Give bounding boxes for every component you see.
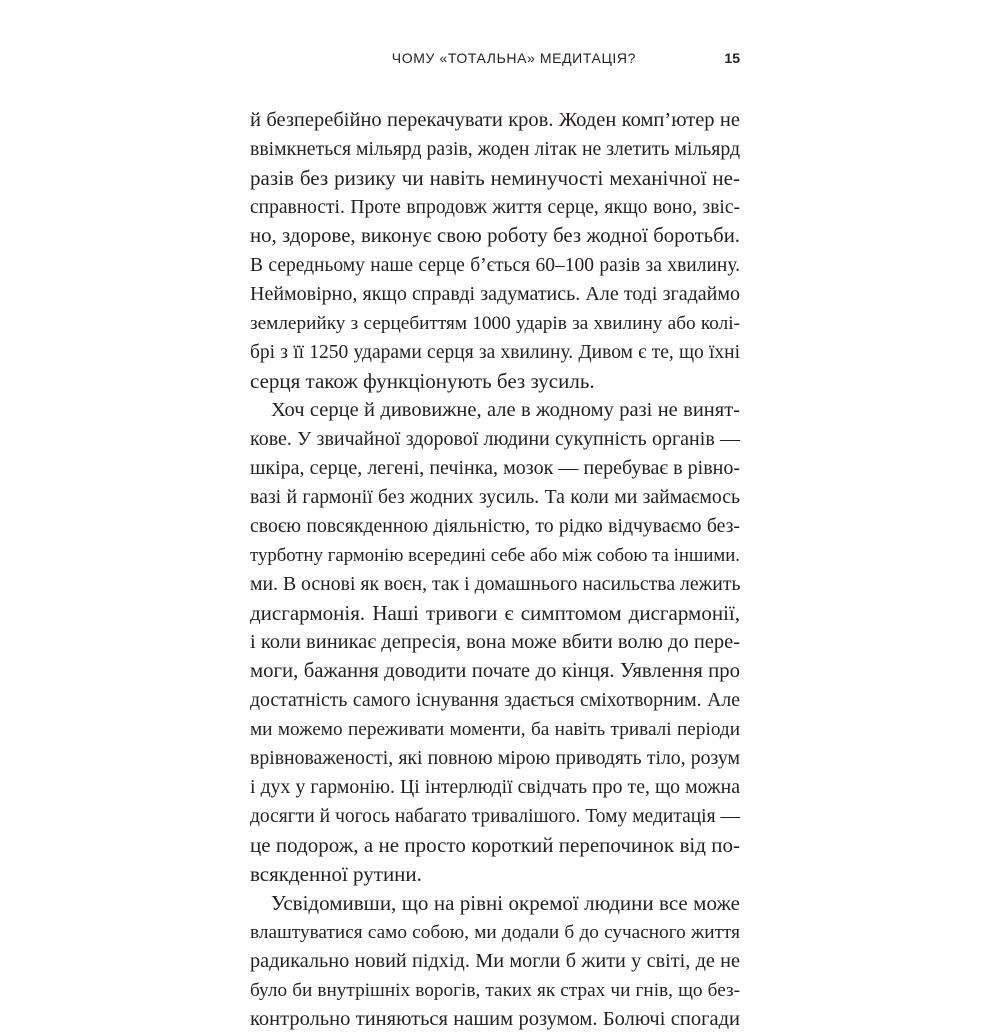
text-line: дисгармонія. Наші тривоги є симптомом дисгармонії,	[250, 601, 740, 625]
text-line: но, здорове, виконує свою роботу без жодної боротьби.	[250, 225, 740, 247]
text-line: влаштуватися само собою, ми додали б до сучасного життя	[250, 922, 740, 943]
text-line: кове. У звичайної здорової людини сукупність органів —	[250, 428, 740, 450]
text-line: ми можемо переживати моменти, ба навіть тривалі періоди	[250, 719, 740, 740]
text-line: вазі й гармонії без жодних зусиль. Та коли ми займаємось	[250, 486, 740, 508]
paragraph-2	[250, 396, 740, 889]
text-line: врівноваженості, які повною мірою приводять тіло, розум	[250, 747, 740, 769]
text-line: В середньому наше серце б’ється 60–100 разів за хвилину.	[250, 255, 740, 276]
text-line: це подорож, а не просто короткий перепочинок від по-	[250, 833, 740, 857]
text-line: радикально новий підхід. Ми могли б жити у світі, де не	[250, 950, 740, 972]
text-line: контрольно тиняються нашим розумом. Болючі спогади	[250, 1008, 740, 1030]
text-line: своєю повсякденною діяльністю, то рідко відчуваємо без-	[250, 515, 740, 537]
running-header	[250, 50, 740, 72]
text-line: брі з її 1250 ударами серця за хвилину. Дивом є те, що їхні	[250, 342, 740, 363]
text-line: моги, бажання доводити почате до кінця. Уявлення про	[250, 660, 740, 682]
text-line: турботну гармонію всередині себе або між собою та іншими.	[250, 545, 740, 566]
paragraph-1	[250, 106, 740, 396]
text-line: ввімкнеться мільярд разів, жоден літак не злетить мільярд	[250, 138, 741, 160]
text-line: ми. В основі як воєн, так і домашнього насильства лежить	[250, 573, 741, 595]
text-line: Хоч серце й дивовижне, але в жодному разі не винят-	[271, 399, 740, 421]
paragraph-3	[250, 889, 740, 1034]
text-line: було би внутрішніх ворогів, таких як страх чи гнів, що без-	[250, 980, 740, 1001]
text-line: досягти й чогось набагато тривалішого. Тому медитація —	[250, 806, 740, 827]
text-line: і коли виникає депресія, вона може вбити волю до пере-	[250, 631, 741, 653]
text-line: всякденної рутини.	[250, 862, 422, 886]
running-title: ЧОМУ «ТОТАЛЬНА» МЕДИТАЦІЯ?	[391, 50, 636, 66]
text-line: разів без ризику чи навіть неминучості механічної не-	[250, 166, 740, 190]
text-line: землерийку з серцебиттям 1000 ударів за хвилину або колі-	[250, 313, 740, 334]
text-line: серця також функціонують без зусиль.	[250, 369, 595, 393]
text-line: й безперебійно перекачувати кров. Жоден комп’ютер не	[250, 109, 740, 131]
text-line: справності. Проте впродовж життя серце, якщо воно, звіс-	[250, 197, 740, 218]
text-line: достатність самого існування здається сміхотворним. Але	[250, 689, 740, 711]
text-line: і дух у гармонію. Ці інтерлюдії свідчать про те, що можна	[250, 776, 740, 798]
body-text	[250, 106, 740, 1034]
text-line: Неймовірно, якщо справді задуматись. Але тоді згадаймо	[250, 283, 740, 305]
text-line: шкіра, серце, легені, печінка, мозок — перебуває в рівно-	[250, 457, 740, 479]
page-number: 15	[724, 50, 740, 66]
text-line: Усвідомивши, що на рівні окремої людини все може	[271, 891, 740, 915]
